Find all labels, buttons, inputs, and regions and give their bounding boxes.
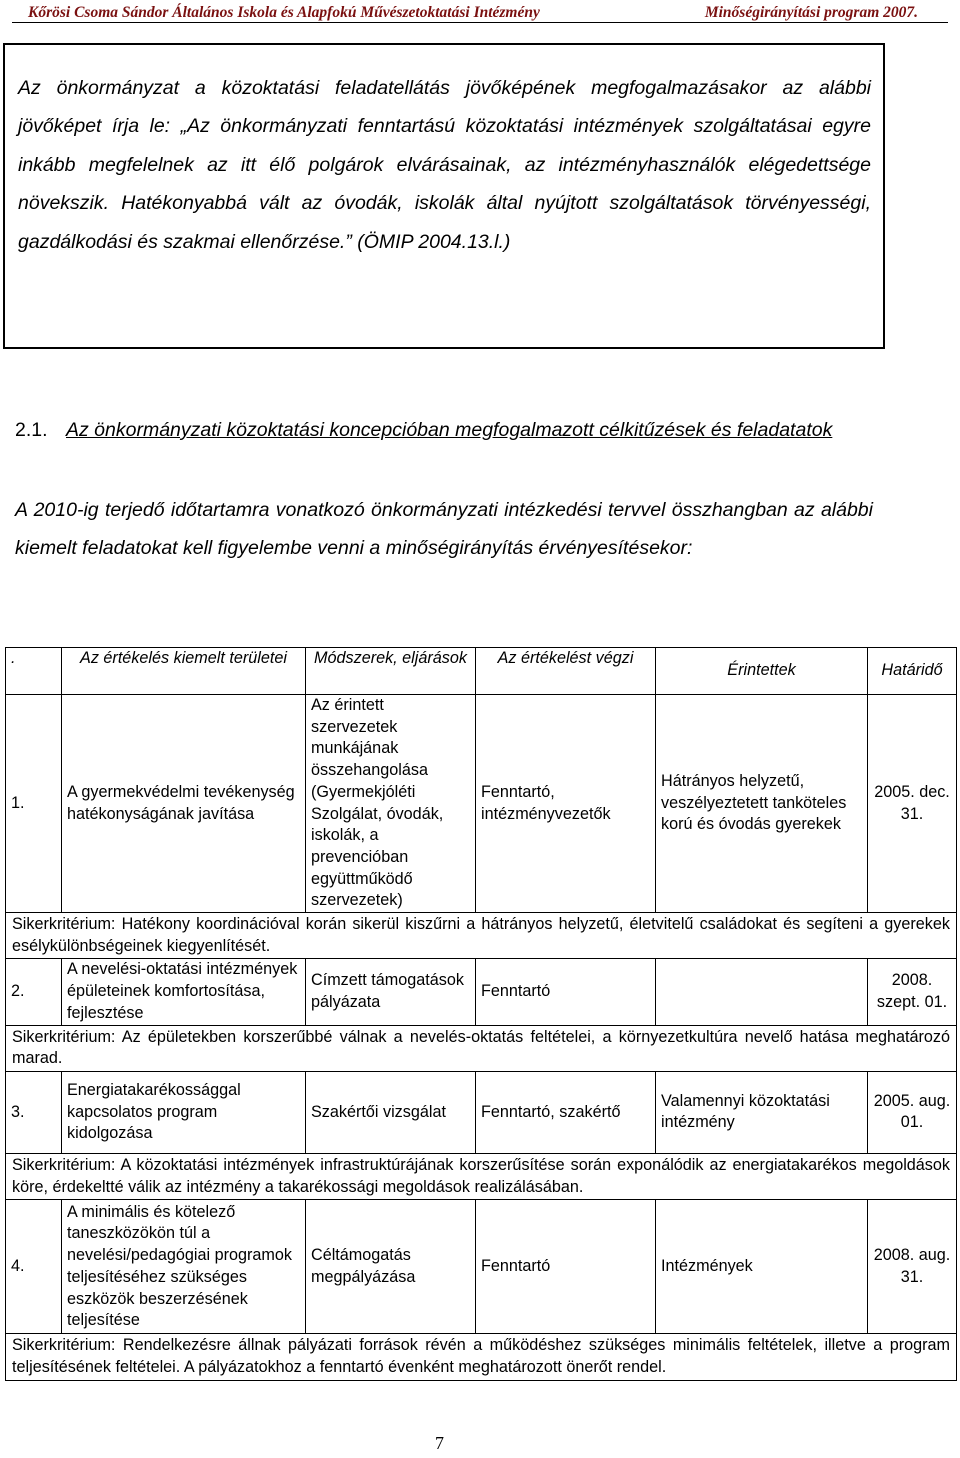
section-title: Az önkormányzati közoktatási koncepcióban megfogalmazott célkitűzések és feladatatok bbox=[66, 419, 833, 441]
table-row bbox=[6, 1071, 957, 1153]
institution-name: Kőrösi Csoma Sándor Általános Iskola és Alapfokú Művészetoktatási Intézmény bbox=[28, 4, 540, 21]
criterion-row bbox=[6, 913, 957, 959]
success-criterion: Sikerkritérium: Rendelkezésre állnak pályázati források révén a működéshez szükséges minimális feltételek, illetve a program teljesítésének feltételei. A pályázatokhoz a fenntartó évenként meghatározott önerőt rendel. bbox=[6, 1334, 957, 1380]
header-cell-performer: Az értékelést végzi bbox=[476, 648, 656, 695]
row-method: Szakértői vizsgálat bbox=[306, 1071, 476, 1153]
row-deadline: 2005. aug. 01. bbox=[868, 1071, 957, 1153]
table-header-row bbox=[6, 648, 957, 695]
row-number: 4. bbox=[6, 1200, 62, 1334]
row-area: Energiatakarékossággal kapcsolatos program kidolgozása bbox=[62, 1071, 306, 1153]
row-method: Az érintett szervezetek munkájának összehangolása (Gyermekjóléti Szolgálat, óvodák, iskolák, a prevencióban együttműködő szervezetek) bbox=[306, 695, 476, 913]
header-divider bbox=[12, 22, 948, 23]
row-performer: Fenntartó, szakértő bbox=[476, 1071, 656, 1153]
table-row bbox=[6, 695, 957, 913]
header-cell-affected: Érintettek bbox=[656, 648, 868, 695]
row-affected bbox=[656, 959, 868, 1025]
page-number: 7 bbox=[435, 1433, 444, 1453]
criterion-row bbox=[6, 1334, 957, 1380]
row-area: A nevelési-oktatási intézmények épületeinek komfortosítása, fejlesztése bbox=[62, 959, 306, 1025]
section-number: 2.1. bbox=[15, 419, 48, 441]
header-cell-method: Módszerek, eljárások bbox=[306, 648, 476, 695]
row-deadline: 2008. aug. 31. bbox=[868, 1200, 957, 1334]
header-cell-deadline: Határidő bbox=[868, 648, 957, 695]
program-title: Minőségirányítási program 2007. bbox=[704, 4, 918, 21]
row-method: Címzett támogatások pályázata bbox=[306, 959, 476, 1025]
criterion-row bbox=[6, 1025, 957, 1071]
row-deadline: 2008. szept. 01. bbox=[868, 959, 957, 1025]
vision-quote-box bbox=[3, 43, 885, 349]
row-deadline: 2005. dec. 31. bbox=[868, 695, 957, 913]
vision-quote-text: Az önkormányzat a közoktatási feladatellátás jövőképének megfogalmazásakor az alábbi jövőképet írja le: „Az önkormányzati fenntartású közoktatási intézmények szolgáltatásai egyre inkább megfelelnek az itt élő polgárok elvárásainak, az intézményhasználók elégedettsége növekszik. Hatékonyabbá vált az óvodák, iskolák által nyújtott szolgáltatások törvényességi, gazdálkodási és szakmai ellenőrzése.” (ÖMIP 2004.13.l.) bbox=[18, 77, 871, 253]
row-area: A gyermekvédelmi tevékenység hatékonyságának javítása bbox=[62, 695, 306, 913]
table-row bbox=[6, 959, 957, 1025]
row-affected: Valamennyi közoktatási intézmény bbox=[656, 1071, 868, 1153]
row-number: 1. bbox=[6, 695, 62, 913]
row-affected: Hátrányos helyzetű, veszélyeztetett tanköteles korú és óvodás gyerekek bbox=[656, 695, 868, 913]
success-criterion: Sikerkritérium: A közoktatási intézmények infrastruktúrájának korszerűsítése során exponálódik az energiatakarékos megoldások köre, érdekeltté válik az intézmény a takarékossági megoldások realizálásában. bbox=[6, 1153, 957, 1199]
header-cell-number: . bbox=[6, 648, 62, 695]
row-affected: Intézmények bbox=[656, 1200, 868, 1334]
success-criterion: Sikerkritérium: Hatékony koordinációval korán sikerül kiszűrni a hátrányos helyzetű, életvitelű családokat és segíteni a gyerekek esélykülönbségeinek kiegyenlítését. bbox=[6, 913, 957, 959]
header-cell-area: Az értékelés kiemelt területei bbox=[62, 648, 306, 695]
row-performer: Fenntartó bbox=[476, 959, 656, 1025]
section-intro: A 2010-ig terjedő időtartamra vonatkozó önkormányzati intézkedési tervvel összhangban az alábbi kiemelt feladatokat kell figyelembe venni a minőségirányítás érvényesítésekor: bbox=[15, 499, 873, 560]
table-row bbox=[6, 1200, 957, 1334]
tasks-table bbox=[5, 647, 957, 1381]
row-method: Céltámogatás megpályázása bbox=[306, 1200, 476, 1334]
row-area: A minimális és kötelező taneszközökön túl a nevelési/pedagógiai programok teljesítéséhez szükséges eszközök beszerzésének teljesítése bbox=[62, 1200, 306, 1334]
row-number: 2. bbox=[6, 959, 62, 1025]
page-header bbox=[12, 2, 948, 22]
row-performer: Fenntartó, intézményvezetők bbox=[476, 695, 656, 913]
criterion-row bbox=[6, 1153, 957, 1199]
success-criterion: Sikerkritérium: Az épületekben korszerűbbé válnak a nevelés-oktatás feltételei, a környezetkultúra nevelő hatása meghatározó marad. bbox=[6, 1025, 957, 1071]
row-number: 3. bbox=[6, 1071, 62, 1153]
row-performer: Fenntartó bbox=[476, 1200, 656, 1334]
